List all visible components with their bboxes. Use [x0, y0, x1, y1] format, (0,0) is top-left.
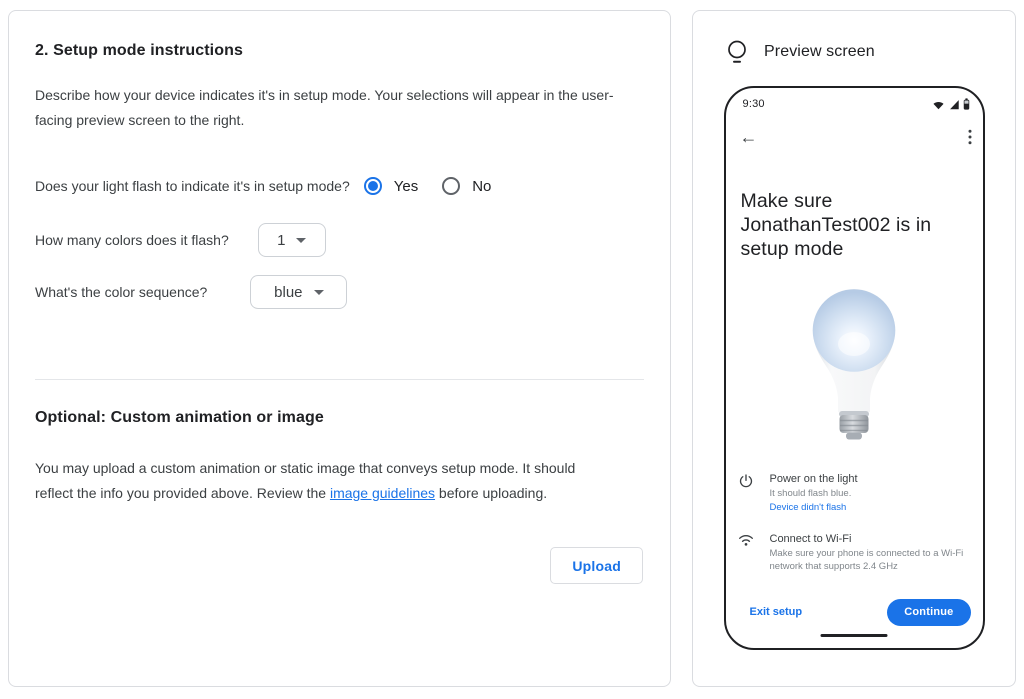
upload-row	[35, 547, 644, 584]
step-wifi-text	[770, 532, 974, 573]
radio-no-label[interactable]: No	[472, 177, 492, 195]
radio-no[interactable]	[442, 177, 460, 195]
color-sequence-label: What's the color sequence?	[35, 284, 208, 300]
phone-statusbar	[743, 98, 970, 110]
colors-count-select[interactable]	[258, 223, 326, 257]
lightbulb-icon	[725, 39, 749, 65]
description-text: before uploading.	[435, 485, 548, 501]
radio-dot	[368, 181, 378, 191]
page-title: 2. Setup mode instructions	[35, 42, 243, 59]
step-power	[738, 472, 977, 514]
setup-mode-panel	[8, 10, 671, 687]
phone-bottom-bar	[750, 598, 971, 626]
device-didnt-flash-link[interactable]: Device didn't flash	[769, 502, 847, 513]
step-subtitle: Make sure your phone is connected to a Wi-Fi network that supports 2.4 GHz	[769, 548, 964, 572]
section-description: Describe how your device indicates it's in setup mode. Your selections will appear in the user-facing preview screen to the right.	[35, 87, 614, 128]
wifi-status-icon	[932, 99, 945, 110]
phone-navbar	[740, 128, 972, 146]
section-divider	[35, 379, 644, 380]
optional-section-title: Optional: Custom animation or image	[35, 409, 324, 426]
flash-question-row	[35, 177, 644, 195]
radio-yes-label[interactable]: Yes	[393, 177, 419, 195]
preview-panel	[692, 10, 1016, 687]
color-sequence-row	[35, 275, 644, 309]
home-indicator[interactable]	[821, 634, 888, 638]
status-time: 9:30	[742, 98, 765, 110]
phone-screen-title: Make sure JonathanTest002 is in setup mode	[740, 190, 932, 260]
step-title: Connect to Wi-Fi	[769, 533, 852, 545]
step-power-text	[770, 472, 858, 514]
color-sequence-value: blue	[274, 283, 303, 301]
preview-title: Preview screen	[764, 43, 875, 60]
signal-icon	[948, 99, 960, 110]
step-wifi	[738, 532, 977, 573]
lightbulb-image	[792, 284, 916, 447]
power-icon	[738, 473, 754, 489]
chevron-down-icon	[296, 238, 306, 243]
colors-count-label: How many colors does it flash?	[35, 232, 229, 248]
optional-section-description	[35, 456, 613, 506]
description-text: You may upload a custom animation or static image that conveys setup mode. It should reflect the info you provided above. Review the	[35, 460, 576, 501]
image-guidelines-link[interactable]: image guidelines	[329, 485, 436, 501]
wifi-icon	[738, 533, 754, 547]
flash-question-label: Does your light flash to indicate it's in setup mode?	[35, 178, 350, 194]
step-subtitle: It should flash blue.	[769, 488, 852, 499]
color-sequence-select[interactable]	[250, 275, 347, 309]
flash-radio-group	[364, 177, 492, 195]
step-title: Power on the light	[769, 473, 858, 485]
status-icons	[932, 98, 970, 110]
exit-setup-button[interactable]: Exit setup	[749, 606, 803, 618]
upload-button[interactable]: Upload	[550, 547, 643, 584]
continue-button[interactable]: Continue	[887, 599, 970, 626]
colors-count-value: 1	[277, 231, 286, 249]
preview-header	[717, 39, 991, 65]
back-arrow-icon[interactable]: ←	[739, 127, 758, 147]
chevron-down-icon	[314, 290, 324, 295]
battery-icon	[963, 98, 970, 110]
radio-yes[interactable]	[364, 177, 382, 195]
more-options-icon[interactable]	[968, 129, 972, 145]
phone-mockup	[724, 86, 985, 650]
colors-count-row	[35, 223, 644, 257]
